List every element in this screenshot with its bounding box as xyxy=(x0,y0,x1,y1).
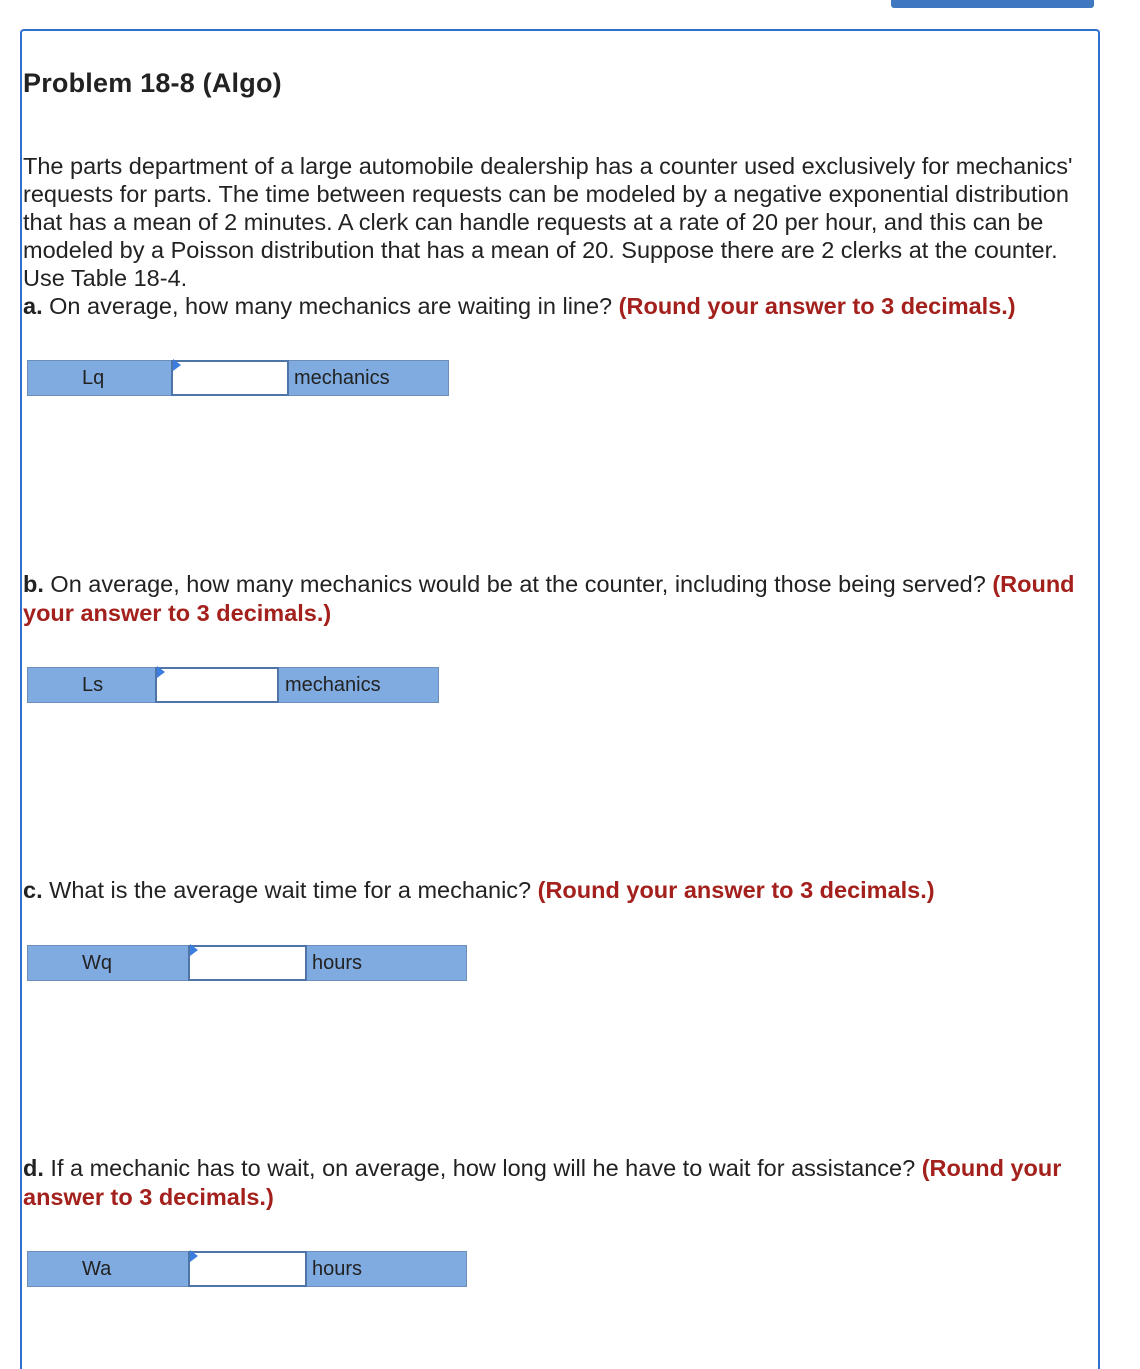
question-a xyxy=(23,292,1088,321)
ls-input[interactable] xyxy=(157,669,277,701)
question-a-label: a. xyxy=(23,293,43,319)
problem-statement: The parts department of a large automobile dealership has a counter used exclusively for mechanics' requests for parts. The time between requests can be modeled by a negative exponential distribution that has a mean of 2 minutes. A clerk can handle requests at a rate of 20 per hour, and this can be modeled by a Poisson distribution that has a mean of 20. Suppose there are 2 clerks at the counter. Use Table 18-4. xyxy=(23,153,1073,291)
answer-row-wq xyxy=(27,945,467,981)
variable-label-lq: Lq xyxy=(82,367,105,389)
flag-icon xyxy=(157,666,165,678)
question-b-hint: (Round your answer to 3 decimals.) xyxy=(23,571,1075,626)
answer-box-ls xyxy=(155,667,279,703)
lq-input[interactable] xyxy=(173,362,287,394)
unit-label-wa: hours xyxy=(312,1258,363,1280)
variable-label-ls: Ls xyxy=(82,674,104,696)
question-c-text: What is the average wait time for a mechanic? xyxy=(49,877,532,903)
question-a-text: On average, how many mechanics are waiting in line? xyxy=(49,293,613,319)
answer-row-ls xyxy=(27,667,439,703)
answer-row-lq xyxy=(27,360,449,396)
flag-icon xyxy=(173,359,181,371)
variable-label-wq: Wq xyxy=(82,952,112,974)
question-b-text: On average, how many mechanics would be at the counter, including those being served? xyxy=(50,571,986,597)
question-d xyxy=(23,1154,1088,1212)
question-a-hint: (Round your answer to 3 decimals.) xyxy=(618,293,1016,319)
question-d-text: If a mechanic has to wait, on average, how long will he have to wait for assistance? xyxy=(50,1155,916,1181)
question-b xyxy=(23,570,1088,628)
flag-icon xyxy=(190,944,198,956)
question-c-label: c. xyxy=(23,877,43,903)
answer-box-lq xyxy=(171,360,289,396)
flag-icon xyxy=(190,1250,198,1262)
unit-label-wq: hours xyxy=(312,952,363,974)
problem-title: Problem 18-8 (Algo) xyxy=(23,68,282,98)
question-b-label: b. xyxy=(23,571,44,597)
unit-label-ls: mechanics xyxy=(285,674,381,696)
question-c xyxy=(23,876,1088,905)
answer-box-wq xyxy=(188,945,307,981)
top-tab xyxy=(891,0,1094,8)
answer-box-wa xyxy=(188,1251,307,1287)
wq-input[interactable] xyxy=(190,947,305,979)
question-d-label: d. xyxy=(23,1155,44,1181)
question-c-hint: (Round your answer to 3 decimals.) xyxy=(537,877,935,903)
wa-input[interactable] xyxy=(190,1253,305,1285)
unit-label-lq: mechanics xyxy=(294,367,390,389)
question-d-hint: (Round your answer to 3 decimals.) xyxy=(23,1155,1062,1210)
answer-row-wa xyxy=(27,1251,467,1287)
variable-label-wa: Wa xyxy=(82,1258,112,1280)
